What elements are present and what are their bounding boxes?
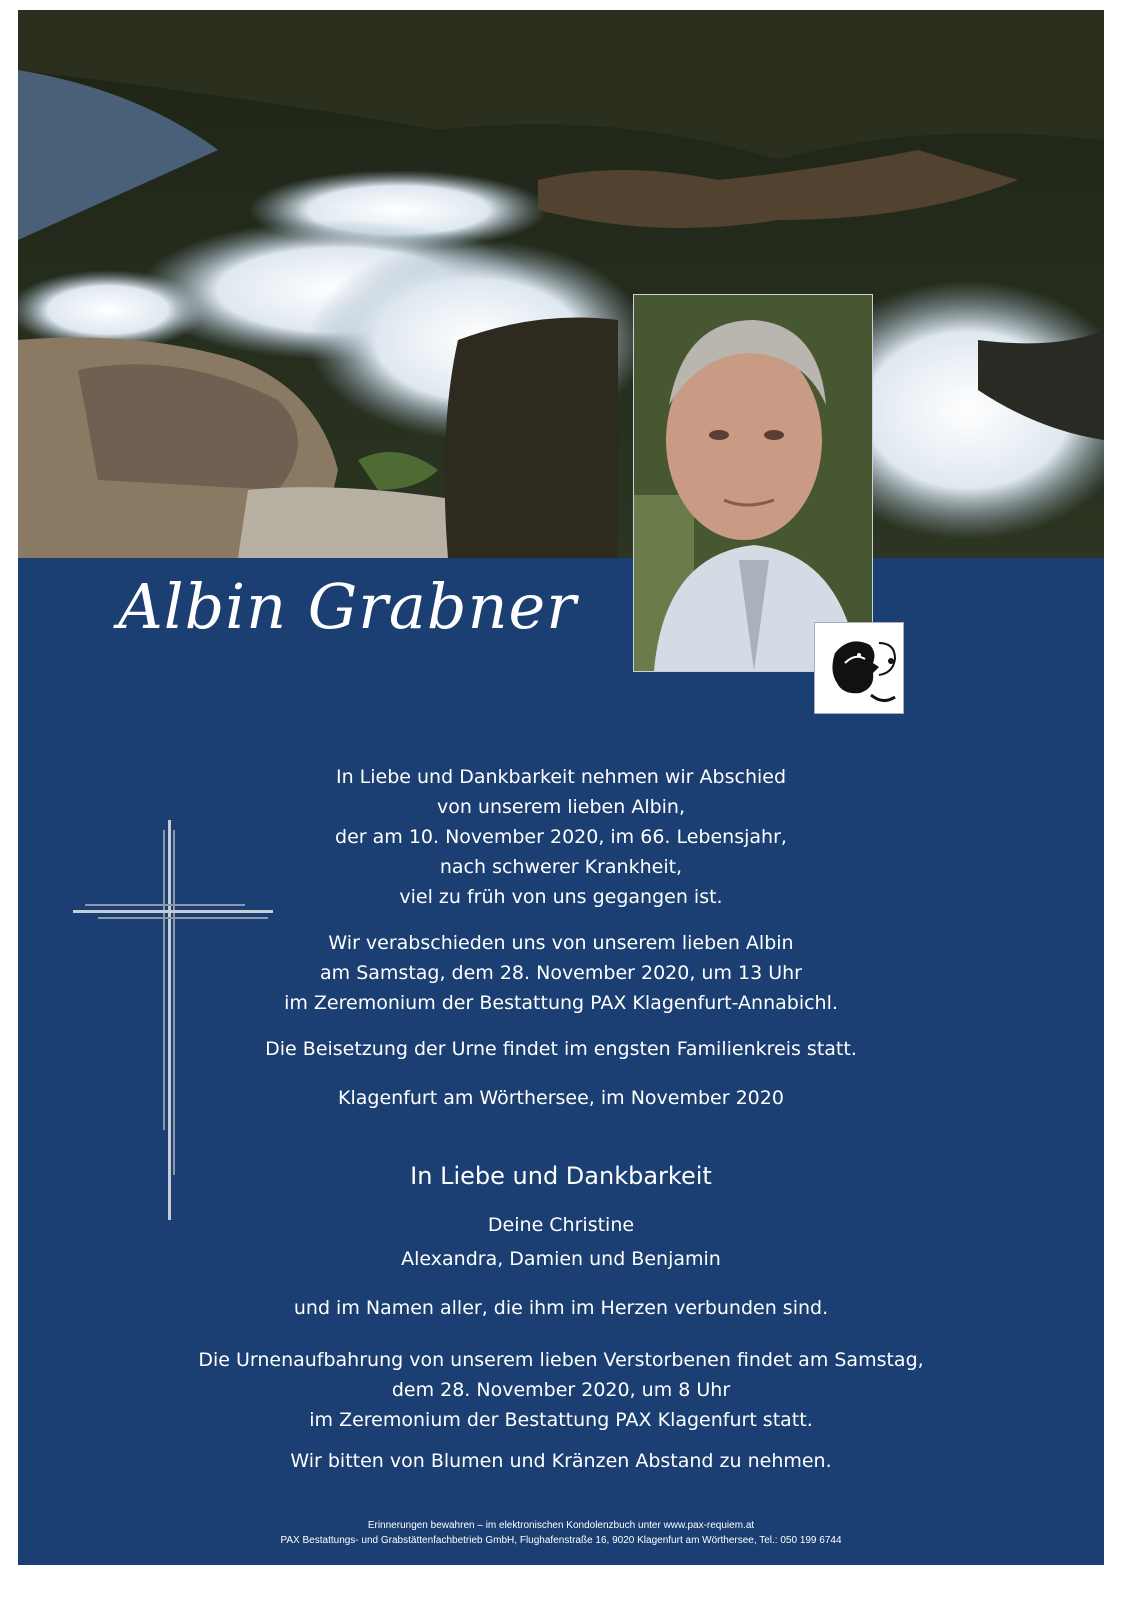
man-portrait-image bbox=[634, 295, 872, 671]
text-line: der am 10. November 2020, im 66. Lebensjahr, bbox=[335, 826, 787, 848]
text-line: im Zeremonium der Bestattung PAX Klagenfurt-Annabichl. bbox=[284, 992, 838, 1014]
waterfall-photo bbox=[18, 10, 1104, 558]
text-line: dem 28. November 2020, um 8 Uhr bbox=[391, 1379, 731, 1401]
text-line: von unserem lieben Albin, bbox=[436, 796, 686, 818]
text-line: viel zu früh von uns gegangen ist. bbox=[399, 886, 723, 908]
burial-note: Die Beisetzung der Urne findet im engsten Familienkreis statt. bbox=[265, 1038, 857, 1060]
text-line: nach schwerer Krankheit, bbox=[439, 856, 683, 878]
signature-line-2: Alexandra, Damien und Benjamin bbox=[401, 1248, 721, 1270]
text-line: Die Urnenaufbahrung von unserem lieben Verstorbenen findet am Samstag, bbox=[198, 1349, 924, 1371]
signature-line-3: und im Namen aller, die ihm im Herzen verbunden sind. bbox=[293, 1297, 829, 1319]
announcement-paragraph-1 bbox=[18, 762, 1104, 912]
fish-on-hook-icon bbox=[814, 622, 904, 714]
flowers-note: Wir bitten von Blumen und Kränzen Abstand zu nehmen. bbox=[290, 1450, 832, 1472]
text-line: am Samstag, dem 28. November 2020, um 13 Uhr bbox=[320, 962, 802, 984]
text-line: Wir verabschieden uns von unserem lieben Albin bbox=[328, 932, 794, 954]
footer bbox=[18, 1518, 1104, 1548]
text-line: im Zeremonium der Bestattung PAX Klagenfurt statt. bbox=[309, 1409, 813, 1431]
announcement-paragraph-2 bbox=[18, 928, 1104, 1018]
footer-line-1: Erinnerungen bewahren – im elektronischen Kondolenzbuch unter www.pax-requiem.at bbox=[367, 1520, 755, 1531]
portrait-photo bbox=[633, 294, 873, 672]
obituary-card bbox=[18, 10, 1104, 1565]
signature-line-1: Deine Christine bbox=[487, 1214, 635, 1236]
signature-heading: In Liebe und Dankbarkeit bbox=[410, 1162, 712, 1190]
viewing-note bbox=[18, 1345, 1104, 1435]
place-date: Klagenfurt am Wörthersee, im November 2020 bbox=[338, 1087, 784, 1109]
text-line: In Liebe und Dankbarkeit nehmen wir Abschied bbox=[335, 766, 787, 788]
footer-line-2: PAX Bestattungs- und Grabstättenfachbetrieb GmbH, Flughafenstraße 16, 9020 Klagenfurt am Wörthersee, Tel.: 050 199 6744 bbox=[280, 1535, 842, 1546]
deceased-name: Albin Grabner bbox=[118, 570, 577, 643]
